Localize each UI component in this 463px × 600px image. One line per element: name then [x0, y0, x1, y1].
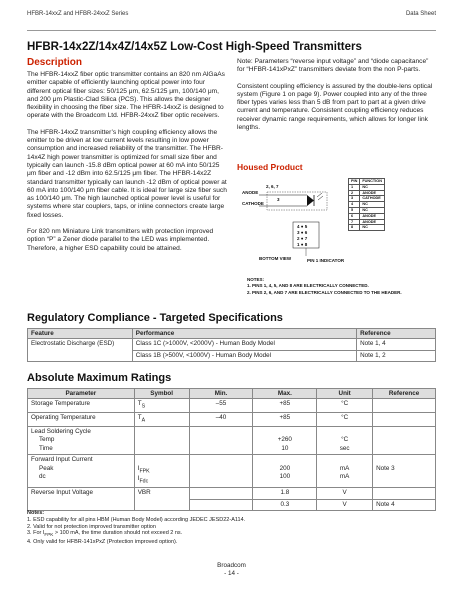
parameter-cell: [28, 426, 135, 455]
column-header: Feature: [28, 329, 133, 339]
pin-number: 4: [349, 202, 360, 208]
sub-parameter: Peak: [39, 464, 54, 472]
unit-cell: [317, 455, 373, 488]
pin-function: CATHODE: [360, 196, 385, 202]
max-cell: [253, 455, 317, 488]
package-outline: [267, 192, 327, 210]
pin-number: 5: [349, 207, 360, 213]
symbol-text: T: [137, 400, 142, 407]
sub-parameter: dc: [39, 473, 46, 480]
column-header: Parameter: [28, 389, 135, 399]
regulatory-table: [27, 328, 436, 362]
absolute-max-heading: Absolute Maximum Ratings: [27, 372, 172, 384]
pin-number: 3: [349, 196, 360, 202]
column-header: Performance: [132, 329, 356, 339]
symbol-subscript: Fdc: [139, 478, 149, 485]
pin-number: 7: [349, 219, 360, 225]
pin-row: 3 ● 6: [297, 230, 308, 235]
header-series: HFBR-14xxZ and HFBR-24xxZ Series: [27, 11, 129, 17]
notes-heading: NOTES:: [247, 277, 265, 282]
regulatory-heading: Regulatory Compliance - Targeted Specifications: [27, 312, 283, 324]
performance-cell: Class 1C (>1000V, <2000V) - Human Body Model: [132, 339, 356, 351]
reference-value: Note 3: [376, 464, 395, 472]
symbol-text: I: [137, 464, 140, 472]
reference-cell: [373, 488, 436, 500]
description-paragraph: The HFBR-14xxZ fiber optic transmitter contains an 820 nm AlGaAs emitter capable of efficiently launching optical power into four different optical fiber sizes: 50/125 μm, 62.5/125 μm, 100/140 μm, and 200 μm Plastic-Clad Silica (PCS). This allows the designer flexibility in choosing the fiber size. The HFBR-14xxZ is designed to operate with the Broadcom Ltd. HFBR-24xxZ fiber optic receivers.: [27, 71, 225, 120]
anode-label: ANODE: [242, 190, 259, 195]
cathode-label: CATHODE: [242, 201, 264, 206]
pin-function: ANODE: [360, 213, 385, 219]
pin-row: 1 ● 8: [297, 242, 308, 247]
column-header: Reference: [373, 389, 436, 399]
table-row: [28, 426, 436, 455]
description-note-paragraph: Note: Parameters “reverse input voltage” and “diode capacitance” for “HFBR-141xPxZ” transmitters deviate from the non P-parts.: [237, 58, 429, 74]
note-item: [27, 530, 245, 539]
reference-cell: [373, 399, 436, 413]
reference-cell: [373, 412, 436, 426]
table-row: [28, 399, 436, 413]
table-row: [28, 412, 436, 426]
pin-function: NC: [360, 202, 385, 208]
parameter-cell: Reverse Input Voltage: [28, 488, 135, 511]
unit-cell: °C: [317, 412, 373, 426]
unit-value: mA: [339, 473, 350, 480]
unit-value: sec: [339, 444, 350, 452]
notes-heading: Notes:: [27, 510, 45, 516]
note-item: 2. PINS 2, 6, AND 7 ARE ELECTRICALLY CONNECTED TO THE HEADER.: [247, 289, 402, 295]
max-value: 100: [279, 473, 291, 480]
min-cell: –55: [189, 399, 253, 413]
parameter-name: Forward Input Current: [31, 456, 93, 463]
unit-cell: V: [317, 499, 373, 511]
min-cell: [189, 488, 253, 500]
pin-function: NC: [360, 225, 385, 231]
parameter-name: Lead Soldering Cycle: [31, 427, 91, 435]
column-header: Symbol: [134, 389, 189, 399]
max-cell: +85: [253, 399, 317, 413]
note-item: 2. Valid for not protection improved transmitter option: [27, 523, 156, 530]
table-row: [28, 488, 436, 500]
max-value: 10: [281, 444, 289, 452]
page-number: - 14 -: [224, 570, 239, 577]
pin-function: NC: [360, 207, 385, 213]
feature-cell: Electrostatic Discharge (ESD): [28, 339, 133, 362]
pin-number: 8: [349, 225, 360, 231]
reference-cell: Note 4: [373, 499, 436, 511]
max-value: 200: [279, 464, 291, 472]
min-cell: [189, 426, 253, 455]
pin-function: NC: [360, 184, 385, 190]
footer-company: Broadcom: [217, 562, 246, 569]
table-row: [28, 339, 436, 351]
unit-value: mA: [339, 464, 350, 472]
pin-row: 4 ● 5: [297, 224, 308, 229]
pin-number: 1: [349, 184, 360, 190]
reference-cell: Note 1, 2: [357, 350, 436, 362]
symbol-subscript: A: [141, 417, 146, 423]
symbol-cell: VBR: [134, 488, 189, 511]
note-item: 4. Only valid for HFBR-141xPxZ (Protection improved option).: [27, 539, 178, 546]
header-doc-type: Data Sheet: [405, 11, 436, 17]
pin-number: 6: [349, 213, 360, 219]
reference-cell: [373, 426, 436, 455]
pin-table-header: FUNCTION: [360, 179, 385, 185]
table-row: [28, 455, 436, 488]
description-paragraph: For 820 nm Miniature Link transmitters with protection improved option “P” a Zener diode parallel to the LED was implemented. Therefore, a higher ESD capability could be attained.: [27, 228, 214, 252]
max-cell: [253, 426, 317, 455]
description-left-column: [27, 71, 227, 261]
symbol-subscript: S: [141, 403, 146, 410]
pin-function-table: [348, 178, 385, 231]
led-diode-symbol: [307, 193, 323, 206]
bottom-view-label: BOTTOM VIEW: [259, 256, 292, 261]
description-right-column: [237, 58, 437, 140]
note-item: 1. PINS 1, 4, 5, AND 8 ARE ELECTRICALLY CONNECTED.: [247, 283, 369, 289]
unit-cell: °C: [317, 399, 373, 413]
min-cell: [189, 455, 253, 488]
min-cell: –40: [189, 412, 253, 426]
max-cell: 1.8: [253, 488, 317, 500]
note-subscript: FPK: [44, 532, 54, 538]
sub-parameter: Time: [39, 444, 53, 452]
unit-value: °C: [341, 436, 349, 443]
housed-product-heading: Housed Product: [237, 162, 303, 172]
column-header: Min.: [189, 389, 253, 399]
pin-row: 2 ● 7: [297, 236, 308, 241]
parameter-cell: Storage Temperature: [28, 399, 135, 413]
column-header: Unit: [317, 389, 373, 399]
symbol-cell: [134, 455, 189, 488]
reference-cell: Note 1, 4: [357, 339, 436, 351]
unit-cell: V: [317, 488, 373, 500]
sub-parameter: Temp: [39, 436, 55, 443]
unit-cell: [317, 426, 373, 455]
column-header: Reference: [357, 329, 436, 339]
housed-product-notes: [247, 277, 402, 296]
pin1-indicator-label: PIN 1 INDICATOR: [307, 258, 345, 263]
symbol-cell: [134, 412, 189, 426]
pin-number: 2: [349, 190, 360, 196]
pin-table-row: [349, 225, 385, 231]
running-header: [27, 11, 436, 23]
parameter-cell: [28, 455, 135, 488]
performance-cell: Class 1B (>500V, <1000V) - Human Body Model: [132, 350, 356, 362]
anode-pin-numbers: 2, 6, 7: [266, 184, 279, 189]
note-text: > 100 mA, the time duration should not exceed 2 ns.: [53, 530, 183, 537]
max-cell: +85: [253, 412, 317, 426]
min-cell: [189, 499, 253, 511]
parameter-cell: Operating Temperature: [28, 412, 135, 426]
symbol-cell: [134, 426, 189, 455]
symbol-subscript: FPK: [139, 467, 150, 474]
note-text: 3. For I: [27, 530, 45, 537]
cathode-pin-number: 3: [277, 197, 280, 202]
reference-cell: [373, 455, 436, 488]
symbol-cell: [134, 399, 189, 413]
page-footer: [0, 562, 463, 578]
pin-function: ANODE: [360, 190, 385, 196]
description-paragraph: The HFBR-14xxZ transmitter’s high coupling efficiency allows the emitter to be driven at low current levels resulting in low power consumption and increased reliability of the transmitter. The HFBR-14x4Z high power transmitter is optimized for small size fiber and typically can launch -15.8 dBm optical power at 60 mA into 50/125 μm fiber and -12 dBm into 62.5/125 μm fiber. The HFBR-14x2Z standard transmitter typically can launch -12 dBm of optical power at 60 mA into 100/140 μm fiber cable. It is ideal for large size fiber such as 100/140 μm. The high launched optical power level is useful for systems where star couplers, taps, or inline connectors create large fixed losses.: [27, 128, 227, 219]
symbol-text: T: [137, 413, 142, 421]
max-cell: 0.3: [253, 499, 317, 511]
symbol-text: I: [137, 475, 140, 483]
pin-table-header: PIN: [349, 179, 360, 185]
table-notes: [27, 510, 245, 546]
note-item: 1. ESD capability for all pins HBM (Human Body Model) according JEDEC JESD22-A114.: [27, 516, 246, 523]
absolute-max-table: [27, 388, 436, 511]
column-header: Max.: [253, 389, 317, 399]
max-value: +260: [277, 436, 292, 443]
pin-function: ANODE: [360, 219, 385, 225]
description-paragraph: Consistent coupling efficiency is assured by the double-lens optical system (Figure 1 on page 9). Power coupled into any of the three fiber types varies less than 5 dB from part to part at a given drive current and temperature. Consistent coupling efficiency reduces receiver dynamic range requirements, which allows for longer link lengths.: [237, 82, 433, 132]
page-title: HFBR-14x2Z/14x4Z/14x5Z Low-Cost High-Speed Transmitters: [27, 41, 362, 53]
description-heading: Description: [27, 57, 83, 68]
header-divider: [27, 30, 436, 31]
